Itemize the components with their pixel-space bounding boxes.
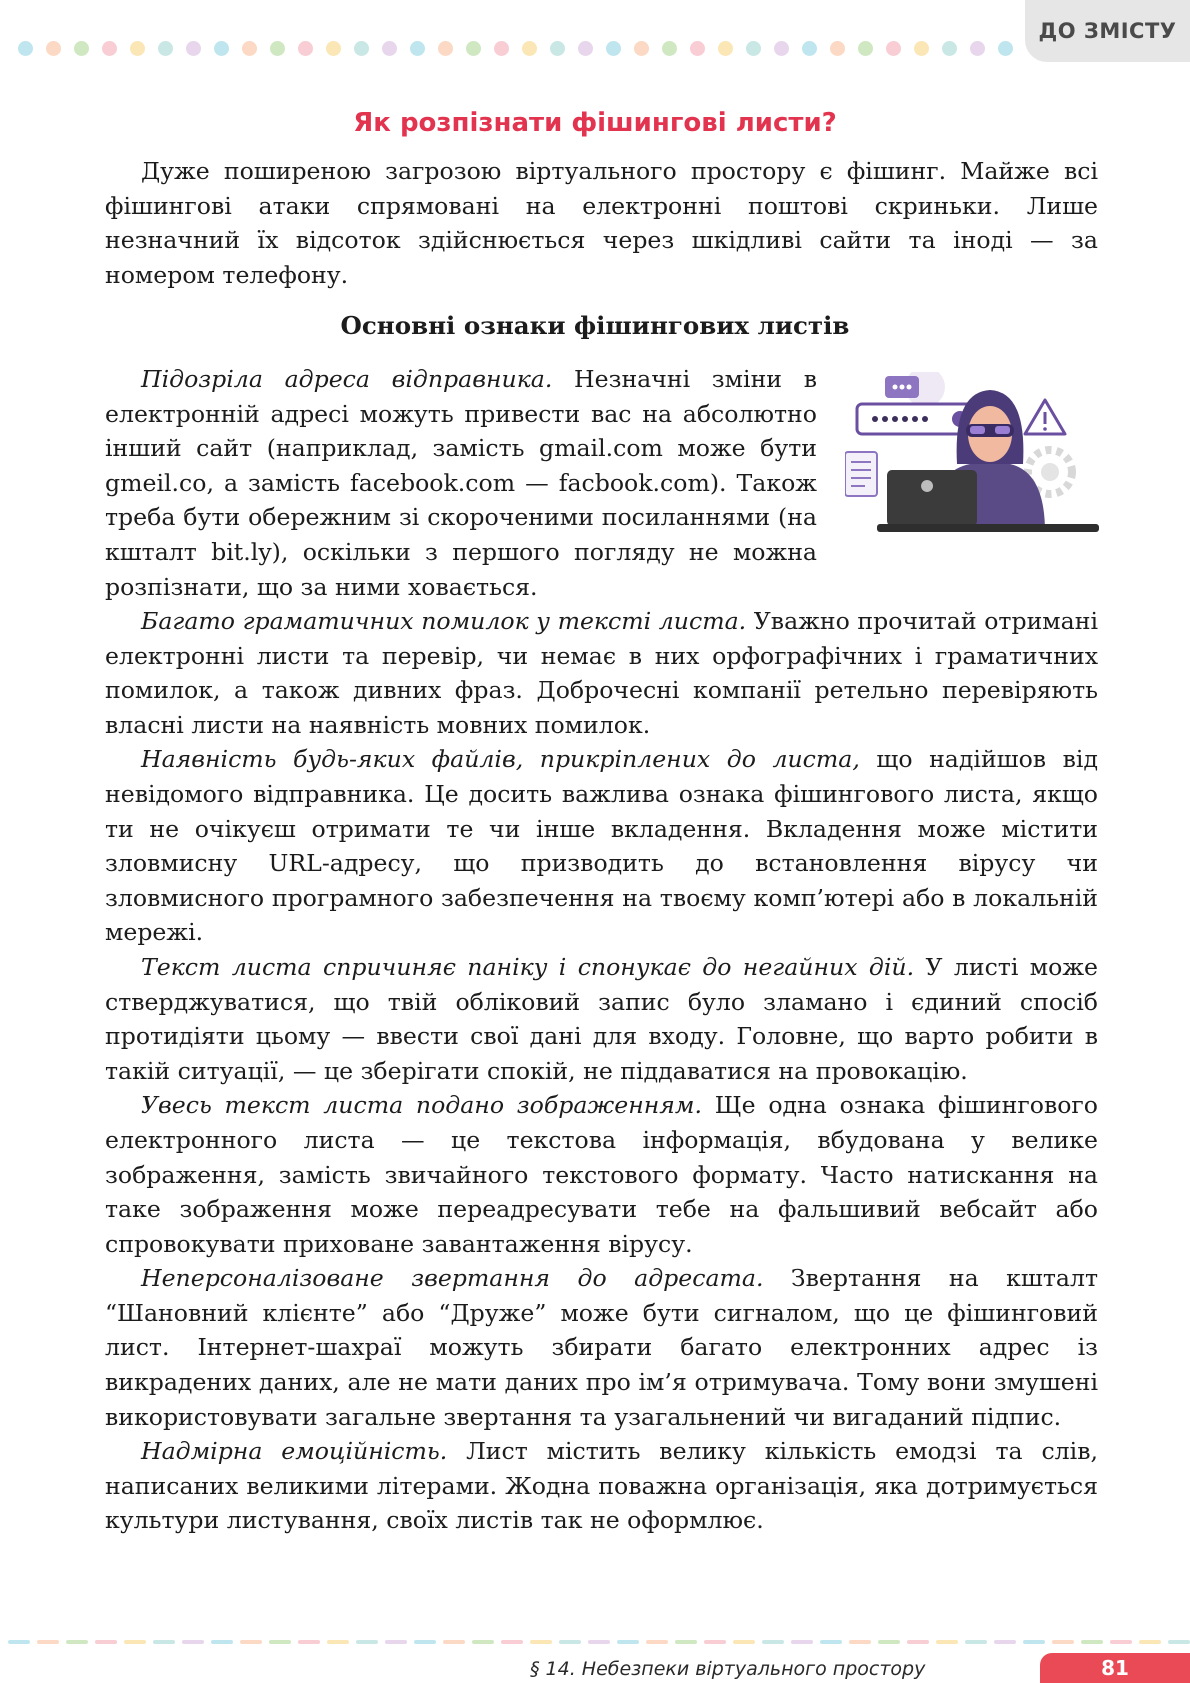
decorative-dash (414, 1640, 436, 1644)
decorative-dot (550, 41, 565, 56)
sign-paragraph-image-text (105, 1088, 1098, 1261)
footer-dash-row (0, 1640, 1190, 1646)
decorative-dot (438, 41, 453, 56)
intro-block (105, 154, 1098, 292)
decorative-dot (382, 41, 397, 56)
decorative-dash (385, 1640, 407, 1644)
sign-lead: Увесь текст листа подано зображенням. (141, 1091, 702, 1120)
sign-text: У листі може стверджуватися, що твій обліковий запис було зламано і єдиний спосіб протидіяти цьому — ввести свої дані для входу. Головне, що варто робити в такій ситуації, — це зберігати спокій, не піддаватися на провокацію. (105, 952, 1098, 1085)
decorative-dash (356, 1640, 378, 1644)
section-title: Як розпізнати фішингові листи? (353, 108, 837, 138)
decorative-dash (124, 1640, 146, 1644)
decorative-dot (830, 41, 845, 56)
subsection-title: Основні ознаки фішингових листів (340, 311, 850, 340)
decorative-dash (182, 1640, 204, 1644)
page-number: 81 (1040, 1653, 1190, 1683)
sign-text: Звертання на кшталт “Шановний клієнте” або “Друже” може бути сигналом, що це фішинговий лист. Інтернет-шахраї можуть збирати багато електронних адрес із викрадених даних, але не мати даних про ім’я отримувача. Тому вони змушені використовувати загальне звертання та узагальнений чи вигаданий підпис. (105, 1264, 1098, 1431)
decorative-dot (606, 41, 621, 56)
sign-paragraph-grammar (105, 604, 1098, 742)
decorative-dash (211, 1640, 233, 1644)
decorative-dash (1110, 1640, 1132, 1644)
decorative-dot-row (18, 41, 1028, 57)
decorative-dot (186, 41, 201, 56)
sign-paragraph-emotional (105, 1434, 1098, 1538)
decorative-dot (998, 41, 1013, 56)
decorative-dot (74, 41, 89, 56)
decorative-dot (578, 41, 593, 56)
decorative-dash (240, 1640, 262, 1644)
decorative-dash (762, 1640, 784, 1644)
decorative-dot (46, 41, 61, 56)
sign-text: Ще одна ознака фішингового електронного листа — це текстова інформація, вбудована у велике зображення, замість звичайного текстового формату. Часто натискання на таке зображення може переадресувати тебе на фальшивий вебсайт або спровокувати приховане завантаження вірусу. (105, 1091, 1098, 1258)
sign-lead: Підозріла адреса відправника. (141, 365, 553, 393)
sign-text: що надійшов від невідомого відправника. Це досить важлива ознака фішингового листа, якщо ти не очікуєш отримати те чи інше вкладення. Вкладення може містити зловмисну URL-адресу, що призводить до встановлення вірусу чи зловмисного програмного забезпечення на твоєму комп’ютері або в локальній мережі. (105, 745, 1098, 947)
decorative-dot (914, 41, 929, 56)
sign-paragraph-sender (105, 362, 817, 604)
decorative-dash (559, 1640, 581, 1644)
chat-bubble-icon (885, 372, 945, 407)
decorative-dot (102, 41, 117, 56)
decorative-dash (733, 1640, 755, 1644)
decorative-dash (878, 1640, 900, 1644)
decorative-dash (994, 1640, 1016, 1644)
decorative-dot (886, 41, 901, 56)
decorative-dash (1081, 1640, 1103, 1644)
decorative-dot (214, 41, 229, 56)
decorative-dash (646, 1640, 668, 1644)
decorative-dash (66, 1640, 88, 1644)
sign-lead: Неперсоналізоване звертання до адресата. (141, 1264, 764, 1293)
decorative-dash (588, 1640, 610, 1644)
decorative-dot (802, 41, 817, 56)
hacker-illustration (845, 372, 1100, 537)
decorative-dot (662, 41, 677, 56)
decorative-dash (1139, 1640, 1161, 1644)
decorative-dash (849, 1640, 871, 1644)
decorative-dash (791, 1640, 813, 1644)
decorative-dash (820, 1640, 842, 1644)
decorative-dash (936, 1640, 958, 1644)
sign-text: Лист містить велику кількість емодзі та слів, написаних великими літерами. Жодна поважна організація, яка дотримується культури листування, своїх листів так не оформлює. (105, 1437, 1098, 1535)
decorative-dash (501, 1640, 523, 1644)
decorative-dash (617, 1640, 639, 1644)
decorative-dot (298, 41, 313, 56)
decorative-dot (746, 41, 761, 56)
decorative-dash (675, 1640, 697, 1644)
sign-paragraph-panic (105, 950, 1098, 1088)
decorative-dash (1023, 1640, 1045, 1644)
warning-icon (1025, 400, 1065, 434)
decorative-dash (8, 1640, 30, 1644)
decorative-dot (270, 41, 285, 56)
decorative-dash (704, 1640, 726, 1644)
decorative-dash (965, 1640, 987, 1644)
decorative-dot (634, 41, 649, 56)
decorative-dot (466, 41, 481, 56)
decorative-dot (858, 41, 873, 56)
intro-paragraph: Дуже поширеною загрозою віртуального простору є фішинг. Майже всі фішингові атаки спрямовані на електронні поштові скриньки. Лише незначний їх відсоток здійснюється через шкідливі сайти та іноді — за номером телефону. (105, 157, 1098, 289)
decorative-dash (530, 1640, 552, 1644)
decorative-dot (354, 41, 369, 56)
document-icon (845, 452, 877, 496)
sign-block-0 (105, 362, 817, 604)
decorative-dot (494, 41, 509, 56)
signs-list (105, 604, 1098, 1538)
sign-lead: Наявність будь-яких файлів, прикріплених до листа, (141, 745, 860, 774)
decorative-dot (718, 41, 733, 56)
decorative-dot (410, 41, 425, 56)
decorative-dot (942, 41, 957, 56)
decorative-dash (95, 1640, 117, 1644)
footer-section-ref: § 14. Небезпеки віртуального простору (530, 1658, 926, 1680)
decorative-dot (970, 41, 985, 56)
decorative-dot (242, 41, 257, 56)
sign-lead: Надмірна емоційність. (141, 1437, 448, 1466)
decorative-dash (153, 1640, 175, 1644)
decorative-dot (690, 41, 705, 56)
decorative-dash (269, 1640, 291, 1644)
decorative-dash (1168, 1640, 1190, 1644)
decorative-dot (130, 41, 145, 56)
decorative-dash (472, 1640, 494, 1644)
sign-paragraph-impersonal (105, 1261, 1098, 1434)
decorative-dash (907, 1640, 929, 1644)
sign-text: Незначні зміни в електронній адресі можуть привести вас на абсолютно інший сайт (наприклад, замість gmail.com може бути gmeil.co, а замість facebook.com — facbook.com). Також треба бути обережним зі скороченими посиланнями (на кшталт bit.ly), оскільки з першого погляду не можна розпізнати, що за ними ховається. (105, 365, 817, 601)
decorative-dot (158, 41, 173, 56)
decorative-dash (327, 1640, 349, 1644)
sign-lead: Текст листа спричиняє паніку і спонукає до негайних дій. (141, 952, 915, 981)
decorative-dot (326, 41, 341, 56)
decorative-dash (37, 1640, 59, 1644)
decorative-dot (774, 41, 789, 56)
decorative-dot (18, 41, 33, 56)
decorative-dash (298, 1640, 320, 1644)
decorative-dash (443, 1640, 465, 1644)
decorative-dot (522, 41, 537, 56)
sign-text: Уважно прочитай отримані електронні листи та перевір, чи немає в них орфографічних і граматичних помилок, а також дивних фраз. Доброчесні компанії ретельно перевіряють власні листи на наявність мовних помилок. (105, 607, 1098, 739)
sign-lead: Багато граматичних помилок у тексті листа. (141, 607, 747, 635)
sign-paragraph-attachments (105, 742, 1098, 950)
decorative-dash (1052, 1640, 1074, 1644)
toc-link[interactable]: ДО ЗМІСТУ (1025, 0, 1190, 62)
